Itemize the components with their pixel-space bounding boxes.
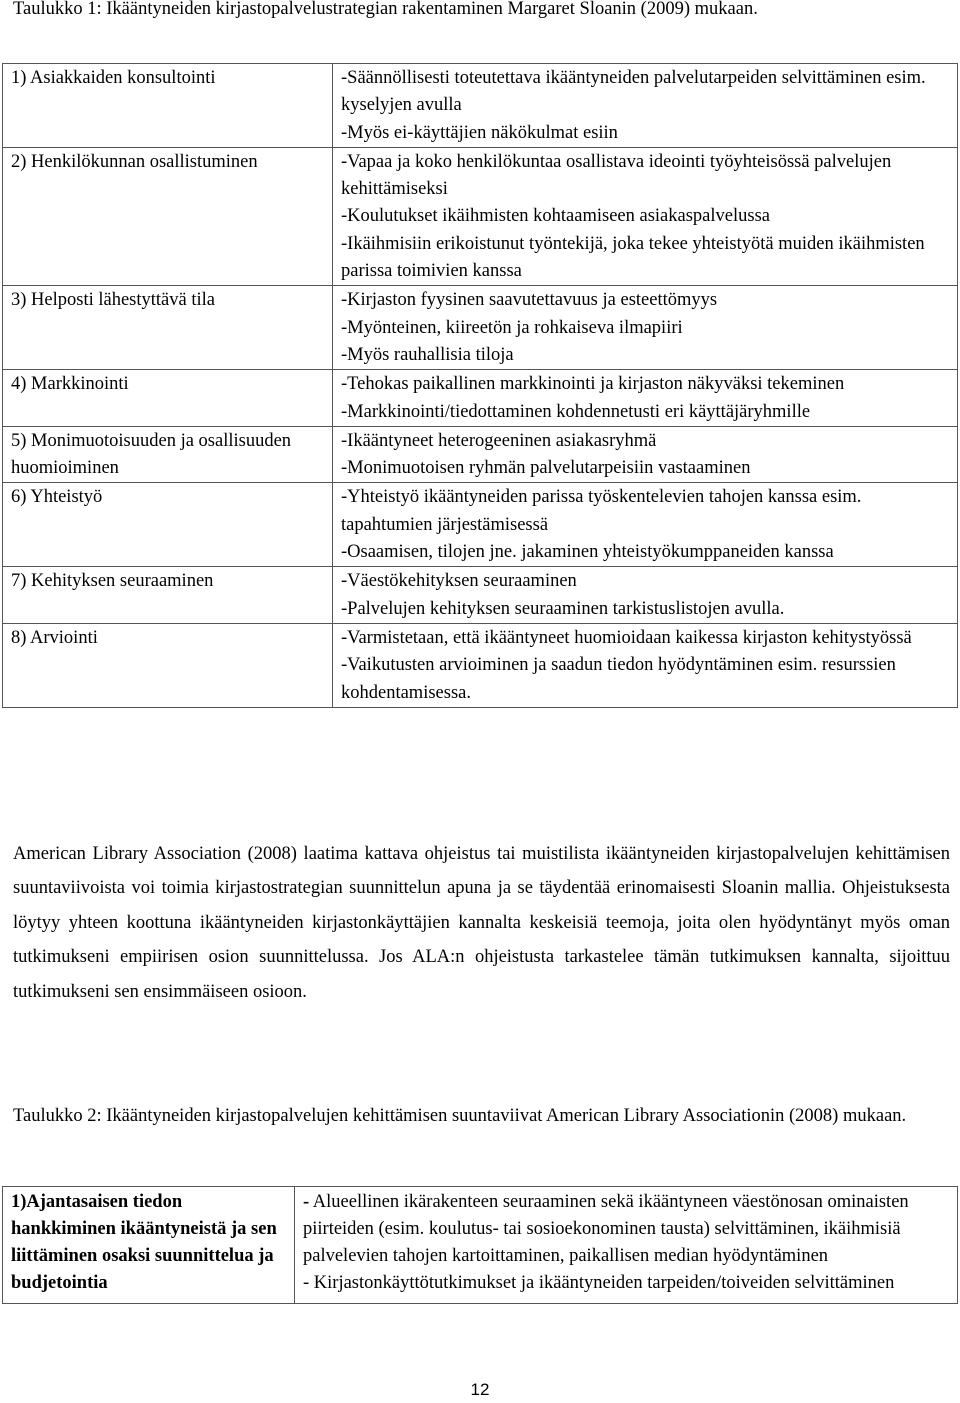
row-dash: - xyxy=(303,1192,310,1212)
row-content xyxy=(295,1187,958,1304)
row-label: 6) Yhteistyö xyxy=(3,483,333,567)
row-label: 1)Ajantasaisen tiedon hankkiminen ikääntyneistä ja sen liittäminen osaksi suunnittelua ja budjetointia xyxy=(3,1187,295,1304)
row-content xyxy=(333,147,958,285)
row-content xyxy=(333,567,958,624)
row-line: -Vaikutusten arvioiminen ja saadun tiedon hyödyntäminen esim. resurssien kohdentamisessa. xyxy=(341,655,896,703)
table-row xyxy=(3,1187,958,1304)
table-row xyxy=(3,64,958,148)
row-line: -Väestökehityksen seuraaminen xyxy=(341,571,577,592)
row-line: -Vapaa ja koko henkilökuntaa osallistava ideointi työyhteisössä palvelujen kehittämiseksi xyxy=(341,151,892,200)
row-line: -Markkinointi/tiedottaminen kohdennetusti eri käyttäjäryhmille xyxy=(341,401,811,422)
row-line-text: Alueellinen ikärakenteen seuraaminen sekä ikääntyneen väestönosan ominaisten piirteiden (esim. koulutus- tai sosioekonominen tausta) selvittäminen, ikäihmisiä palvelevien tahojen kartoittaminen, paikallisen median hyödyntäminen xyxy=(303,1192,909,1266)
row-line: -Palvelujen kehityksen seuraaminen tarkistuslistojen avulla. xyxy=(341,598,785,619)
row-line: -Myönteinen, kiireetön ja rohkaiseva ilmapiiri xyxy=(341,317,683,338)
row-label: 2) Henkilökunnan osallistuminen xyxy=(3,147,333,285)
row-label: 4) Markkinointi xyxy=(3,370,333,427)
row-line: -Monimuotoisen ryhmän palvelutarpeisiin vastaaminen xyxy=(341,458,751,479)
row-label: 5) Monimuotoisuuden ja osallisuuden huomioiminen xyxy=(3,426,333,483)
row-line xyxy=(303,1189,949,1270)
table2-caption: Taulukko 2: Ikääntyneiden kirjastopalvelujen kehittämisen suuntaviivat American Library Associationin (2008) mukaan. xyxy=(13,1106,907,1126)
table1-caption: Taulukko 1: Ikääntyneiden kirjastopalvelustrategian rakentaminen Margaret Sloanin (2009) mukaan. xyxy=(13,0,758,19)
ala-guidelines-table xyxy=(2,1186,958,1304)
row-line: -Kirjaston fyysinen saavutettavuus ja esteettömyys xyxy=(341,290,718,311)
row-line: -Yhteistyö ikääntyneiden parissa työskentelevien tahojen kanssa esim. tapahtumien järjestämisessä xyxy=(341,487,862,535)
table-row xyxy=(3,286,958,370)
table-row xyxy=(3,567,958,624)
row-content xyxy=(333,286,958,370)
row-content xyxy=(333,370,958,427)
table-row xyxy=(3,483,958,567)
sloan-strategy-table xyxy=(2,63,958,708)
row-content xyxy=(333,426,958,483)
table-row xyxy=(3,370,958,427)
row-line: -Koulutukset ikäihmisten kohtaamiseen asiakaspalvelussa xyxy=(341,206,770,227)
row-line: - Kirjastonkäyttötutkimukset ja ikääntyneiden tarpeiden/toiveiden selvittäminen xyxy=(303,1273,895,1293)
row-line: -Ikäihmisiin erikoistunut työntekijä, joka tekee yhteistyötä muiden ikäihmisten parissa toimivien kanssa xyxy=(341,233,925,282)
row-label: 8) Arviointi xyxy=(3,623,333,707)
row-line: -Myös rauhallisia tiloja xyxy=(341,344,514,365)
row-label: 1) Asiakkaiden konsultointi xyxy=(3,64,333,148)
page-number: 12 xyxy=(470,1380,490,1399)
row-line: -Ikääntyneet heterogeeninen asiakasryhmä xyxy=(341,430,657,451)
row-line: -Tehokas paikallinen markkinointi ja kirjaston näkyväksi tekeminen xyxy=(341,374,845,395)
row-content xyxy=(333,64,958,148)
row-line: -Myös ei-käyttäjien näkökulmat esiin xyxy=(341,122,618,143)
body-paragraph: American Library Association (2008) laatima kattava ohjeistus tai muistilista ikääntyneiden kirjastopalvelujen kehittämisen suuntaviivoista voi toimia kirjastostrategian suunnittelun apuna ja se täydentää erinomaisesti Sloanin mallia. Ohjeistuksesta löytyy yhteen koottuna ikääntyneiden kirjastonkäyttäjien kannalta keskeisiä teemoja, joita olen hyödyntänyt myös oman tutkimukseni empiirisen osion suunnittelussa. Jos ALA:n ohjeistusta tarkastelee tämän tutkimuksen kannalta, sijoittuu tutkimukseni sen ensimmäiseen osioon. xyxy=(13,844,950,1002)
table-row xyxy=(3,147,958,285)
table-row xyxy=(3,623,958,707)
row-line: -Säännöllisesti toteutettava ikääntyneiden palvelutarpeiden selvittäminen esim. kyselyjen avulla xyxy=(341,68,926,116)
row-label: 7) Kehityksen seuraaminen xyxy=(3,567,333,624)
table-row xyxy=(3,426,958,483)
row-label: 3) Helposti lähestyttävä tila xyxy=(3,286,333,370)
row-content xyxy=(333,483,958,567)
row-line: -Osaamisen, tilojen jne. jakaminen yhteistyökumppaneiden kanssa xyxy=(341,542,834,563)
row-content xyxy=(333,623,958,707)
row-line: -Varmistetaan, että ikääntyneet huomioidaan kaikessa kirjaston kehitystyössä xyxy=(341,627,912,648)
